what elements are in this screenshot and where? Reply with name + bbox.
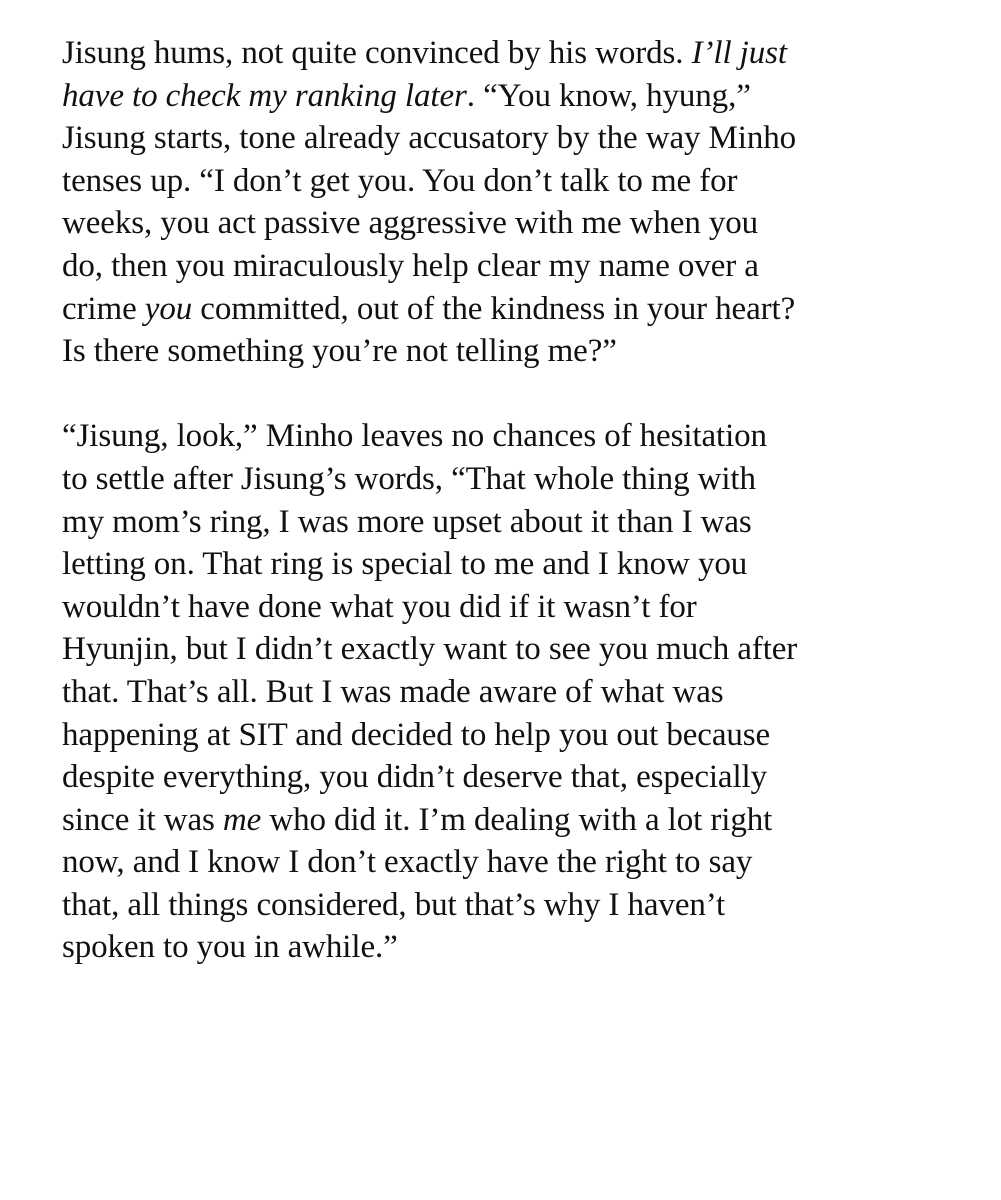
text-line: that, all things considered, but that’s why I haven’t (62, 886, 726, 923)
story-text (62, 32, 962, 969)
text-line: wouldn’t have done what you did if it wasn’t for (62, 588, 697, 625)
text-line: weeks, you act passive aggressive with me when you (62, 205, 759, 242)
text-line: happening at SIT and decided to help you out because (62, 716, 771, 753)
text-line: now, and I know I don’t exactly have the right to say (62, 844, 753, 881)
text-line: Jisung hums, not quite convinced by his words. I’ll just (62, 35, 787, 71)
text-line: spoken to you in awhile.” (62, 929, 398, 966)
text-line: have to check my ranking later. “You know, hyung,” (62, 77, 751, 114)
text-line: Is there something you’re not telling me?” (62, 333, 617, 370)
paragraph-1 (62, 32, 962, 373)
paragraph-gap (62, 373, 962, 416)
text-line: tenses up. “I don’t get you. You don’t talk to me for (62, 162, 738, 199)
text-line: my mom’s ring, I was more upset about it than I was (62, 503, 752, 540)
text-line: “Jisung, look,” Minho leaves no chances of hesitation (62, 418, 767, 455)
text-line: despite everything, you didn’t deserve that, especially (62, 759, 768, 796)
text-line: that. That’s all. But I was made aware of what was (62, 673, 724, 710)
text-line: do, then you miraculously help clear my name over a (62, 247, 759, 284)
text-line: to settle after Jisung’s words, “That whole thing with (62, 460, 756, 497)
text-line: letting on. That ring is special to me and I know you (62, 546, 748, 583)
text-line: Jisung starts, tone already accusatory by the way Minho (62, 120, 797, 157)
text-line: Hyunjin, but I didn’t exactly want to see you much after (62, 631, 798, 668)
paragraph-2 (62, 415, 962, 969)
text-line: since it was me who did it. I’m dealing with a lot right (62, 801, 773, 838)
text-line: crime you committed, out of the kindness in your heart? (62, 290, 796, 327)
